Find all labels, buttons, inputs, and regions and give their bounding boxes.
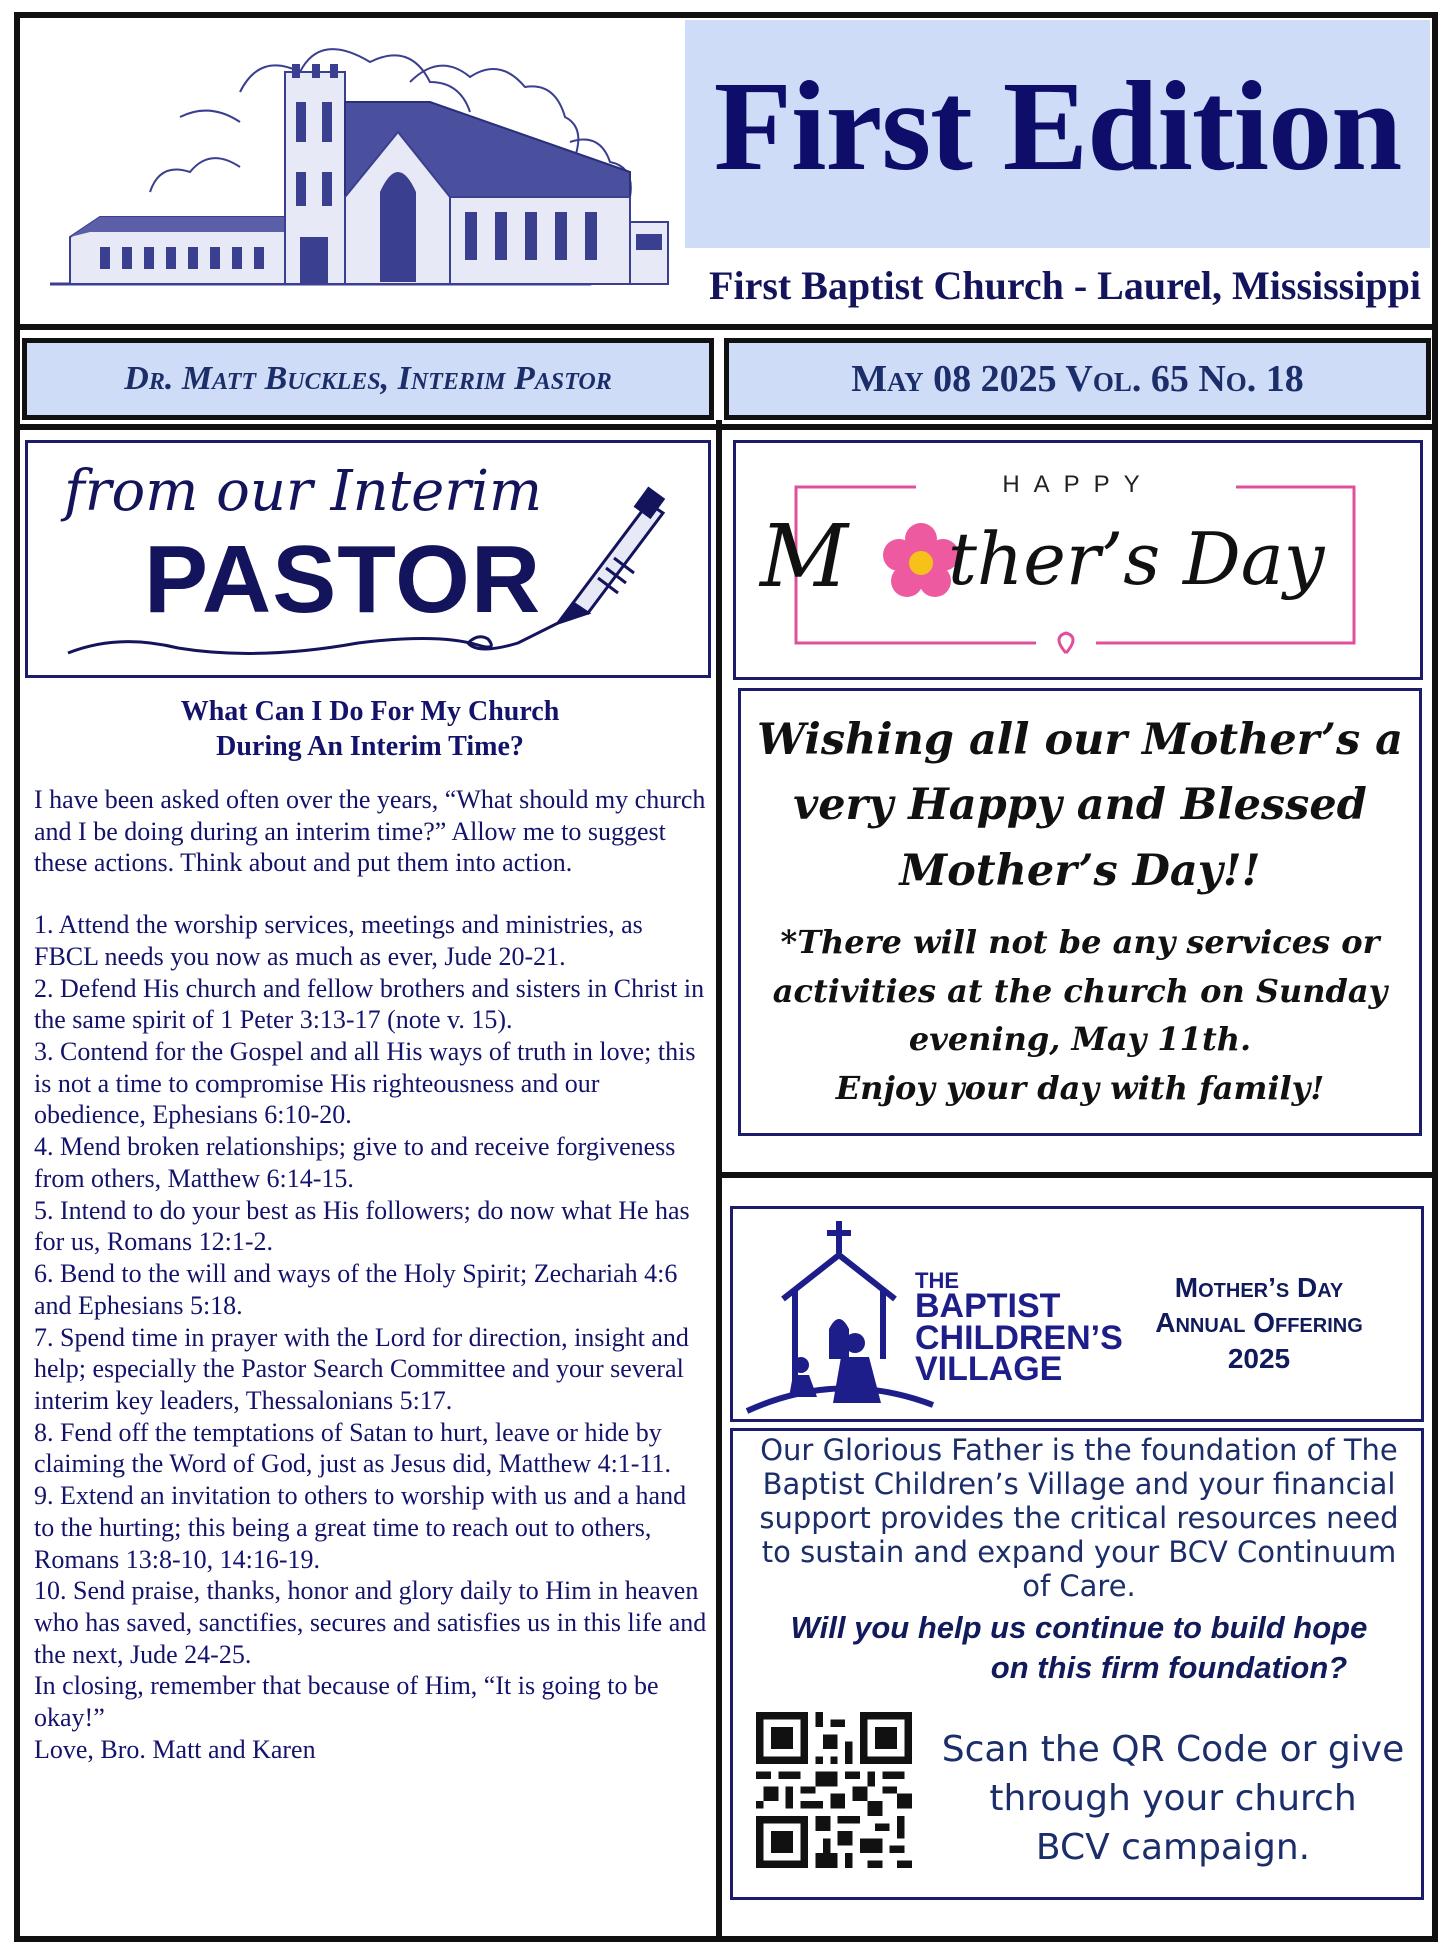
section-divider [14, 424, 1438, 430]
article-title-line2: During An Interim Time? [216, 731, 524, 762]
appeal-line-1: Will you help us continue to build hope [790, 1610, 1368, 1645]
bcv-logo-village: VILLAGE [915, 1349, 1063, 1388]
offering-line-2: Annual Offering [1155, 1307, 1363, 1339]
bcv-logo-childrens: CHILDREN’S [915, 1318, 1123, 1357]
article-item-6: 6. Bend to the will and ways of the Holy Spirit; Zechariah 4:6 and Ephesians 5:18. [34, 1259, 678, 1320]
pastor-name-bar: Dr. Matt Buckles, Interim Pastor [22, 338, 714, 420]
article-signoff: Love, Bro. Matt and Karen [34, 1734, 316, 1764]
column-divider [716, 420, 722, 1942]
article-item-5: 5. Intend to do your best as His followers; do now what He has for us, Romans 12:1-2. [34, 1195, 690, 1257]
article-title-line1: What Can I Do For My Church [180, 696, 560, 727]
scan-instructions [930, 1726, 1416, 1873]
article-item-2: 2. Defend His church and fellow brothers and sisters in Christ in the same spirit of 1 Peter 3:13-17 (note v. 15). [34, 973, 705, 1035]
bcv-appeal [744, 1608, 1414, 1689]
service-note [744, 918, 1416, 1113]
note-line-3: evening, May 11th. [908, 1020, 1252, 1059]
article-title [30, 694, 710, 764]
article-item-1: 1. Attend the worship services, meetings and ministries, as FBCL needs you now as much as ever, Jude 20-21. [34, 910, 643, 971]
scan-line-2: through your church [989, 1777, 1357, 1819]
wish-line-2: very Happy and Blessed [793, 780, 1367, 831]
article-item-10: 10. Send praise, thanks, honor and glory daily to Him in heaven who has saved, sanctifies, secures and satisfies us in this life and the next, Jude 24-25. [34, 1576, 707, 1669]
note-line-2: activities at the church on Sunday [772, 971, 1388, 1010]
article-closing: In closing, remember that because of Him, “It is going to be okay!” [34, 1671, 659, 1733]
mothers-day-m: M [760, 507, 849, 607]
article-item-9: 9. Extend an invitation to others to worship with us and a hand to the hurting; this being a great time to reach out to others, Romans 13:8-10, 14:16-19. [34, 1481, 687, 1574]
offering-year: 2025 [1227, 1342, 1291, 1374]
qr-code[interactable] [756, 1712, 912, 1868]
issue-date-bar: May 08 2025 Vol. 65 No. 18 [724, 338, 1431, 420]
article-item-7: 7. Spend time in prayer with the Lord for direction, insight and help; especially the Pastor Search Committee and your several interim key leaders, Thessalonians 5:17. [34, 1322, 689, 1415]
bcv-logo-baptist: BAPTIST [915, 1287, 1061, 1326]
wishes-text [744, 708, 1416, 904]
offering-heading [1104, 1270, 1414, 1376]
mothers-day-graphic [733, 440, 1423, 680]
appeal-line-2: on this firm foundation? [990, 1650, 1348, 1686]
church-name: First Baptist Church - Laurel, Mississippi [709, 263, 1421, 308]
banner-script: from our Interim [64, 459, 543, 524]
mothers-day-title: ther’s Day [948, 517, 1325, 601]
bcv-logo-text [915, 1268, 1123, 1388]
pen-icon [58, 483, 698, 673]
pastor-banner [25, 440, 711, 678]
church-illustration [30, 22, 680, 312]
article-item-8: 8. Fend off the temptations of Satan to hurt, leave or hide by claiming the Word of God, just as Jesus did, Matthew 4:1-11. [34, 1417, 671, 1479]
masthead-divider [14, 324, 1438, 330]
offering-line-1: Mother’s Day [1174, 1272, 1344, 1303]
happy-label: HAPPY [1002, 471, 1154, 498]
bcv-logo-the: THE [915, 1268, 959, 1293]
newsletter-title: First Edition [713, 55, 1402, 197]
bcv-description: Our Glorious Father is the foundation of The Baptist Children’s Village and your financial support provides the critical resources need to sustain and expand your BCV Continuum of Care. [759, 1433, 1399, 1603]
wish-line-3: Mother’s Day!! [899, 845, 1261, 896]
scan-line-1: Scan the QR Code or give [941, 1729, 1405, 1770]
article-body [34, 784, 712, 1766]
article-item-4: 4. Mend broken relationships; give to and receive forgiveness from others, Matthew 6:14-15. [34, 1132, 676, 1193]
right-section-divider [722, 1172, 1438, 1178]
article-item-3: 3. Contend for the Gospel and all His ways of truth in love; this is not a time to compromise His righteousness and our obedience, Ephesians 6:10-20. [34, 1037, 696, 1130]
scan-line-3: BCV campaign. [1035, 1826, 1311, 1868]
wish-line-1: Wishing all our Mother’s a [756, 715, 1404, 765]
note-line-1: *There will not be any services or [780, 923, 1380, 961]
article-intro: I have been asked often over the years, “What should my church and I be doing during an interim time?” Allow me to suggest these actions. Think about and put them into action. [34, 785, 706, 878]
banner-title: PASTOR [144, 526, 542, 633]
note-line-4: Enjoy your day with family! [835, 1068, 1325, 1107]
